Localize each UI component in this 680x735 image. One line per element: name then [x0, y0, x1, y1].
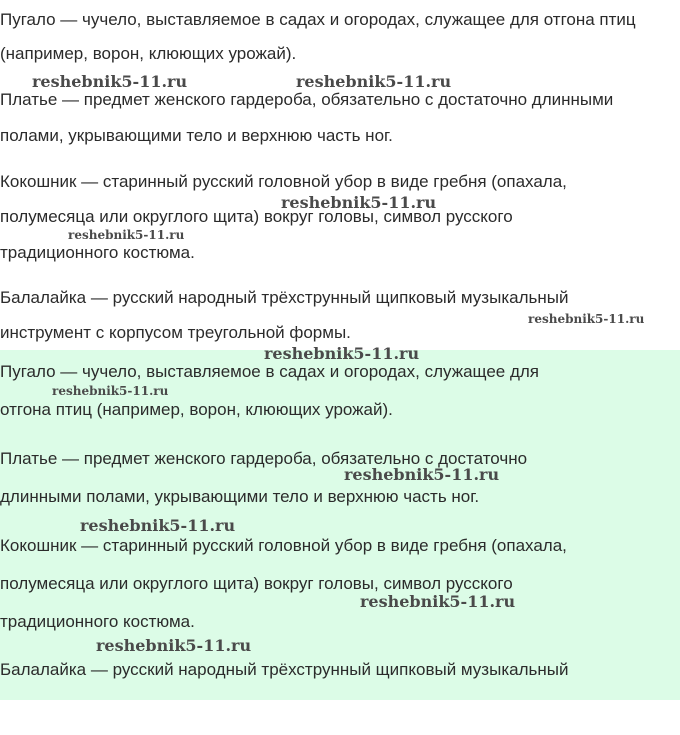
watermark-text: reshebnik5-11.ru — [296, 72, 452, 91]
watermark-text: reshebnik5-11.ru — [360, 592, 516, 611]
paragraph-pugalo-line1: Пугало — чучело, выставляемое в садах и огородах, служащее для отгона птиц — [0, 10, 636, 29]
paragraph-balalaika-line2: инструмент с корпусом треугольной формы. — [0, 323, 351, 342]
watermark-text: reshebnik5-11.ru — [80, 516, 236, 535]
highlight-pugalo-line1: Пугало — чучело, выставляемое в садах и огородах, служащее для — [0, 362, 539, 381]
watermark-text: reshebnik5-11.ru — [281, 193, 437, 212]
highlight-kokoshnik-line1: Кокошник — старинный русский головной убор в виде гребня (опахала, — [0, 536, 567, 555]
watermark-text: reshebnik5-11.ru — [32, 72, 188, 91]
paragraph-kokoshnik-line3: традиционного костюма. — [0, 243, 195, 262]
watermark-text: reshebnik5-11.ru — [52, 384, 169, 398]
paragraph-balalaika-line1: Балалайка — русский народный трёхструнный щипковый музыкальный — [0, 288, 569, 307]
highlight-kokoshnik-line3: традиционного костюма. — [0, 612, 195, 631]
paragraph-kokoshnik-line2: полумесяца или округлого щита) вокруг головы, символ русского — [0, 207, 513, 226]
highlight-plate-line2: длинными полами, укрывающими тело и верхнюю часть ног. — [0, 487, 480, 506]
watermark-text: reshebnik5-11.ru — [264, 344, 420, 363]
paragraph-plate-line1: Платье — предмет женского гардероба, обязательно с достаточно длинными — [0, 90, 614, 109]
watermark-text: reshebnik5-11.ru — [96, 636, 252, 655]
watermark-text: reshebnik5-11.ru — [344, 465, 500, 484]
paragraph-plate-line2: полами, укрывающими тело и верхнюю часть ног. — [0, 126, 393, 145]
watermark-text: reshebnik5-11.ru — [528, 312, 645, 326]
paragraph-kokoshnik-line1: Кокошник — старинный русский головной убор в виде гребня (опахала, — [0, 172, 567, 191]
highlight-kokoshnik-line2: полумесяца или округлого щита) вокруг головы, символ русского — [0, 574, 513, 593]
paragraph-pugalo-line2: (например, ворон, клюющих урожай). — [0, 44, 297, 63]
highlight-pugalo-line2: отгона птиц (например, ворон, клюющих урожай). — [0, 400, 393, 419]
highlight-balalaika-line1: Балалайка — русский народный трёхструнный щипковый музыкальный — [0, 660, 569, 679]
highlight-plate-line1: Платье — предмет женского гардероба, обязательно с достаточно — [0, 449, 528, 468]
watermark-text: reshebnik5-11.ru — [68, 228, 185, 242]
